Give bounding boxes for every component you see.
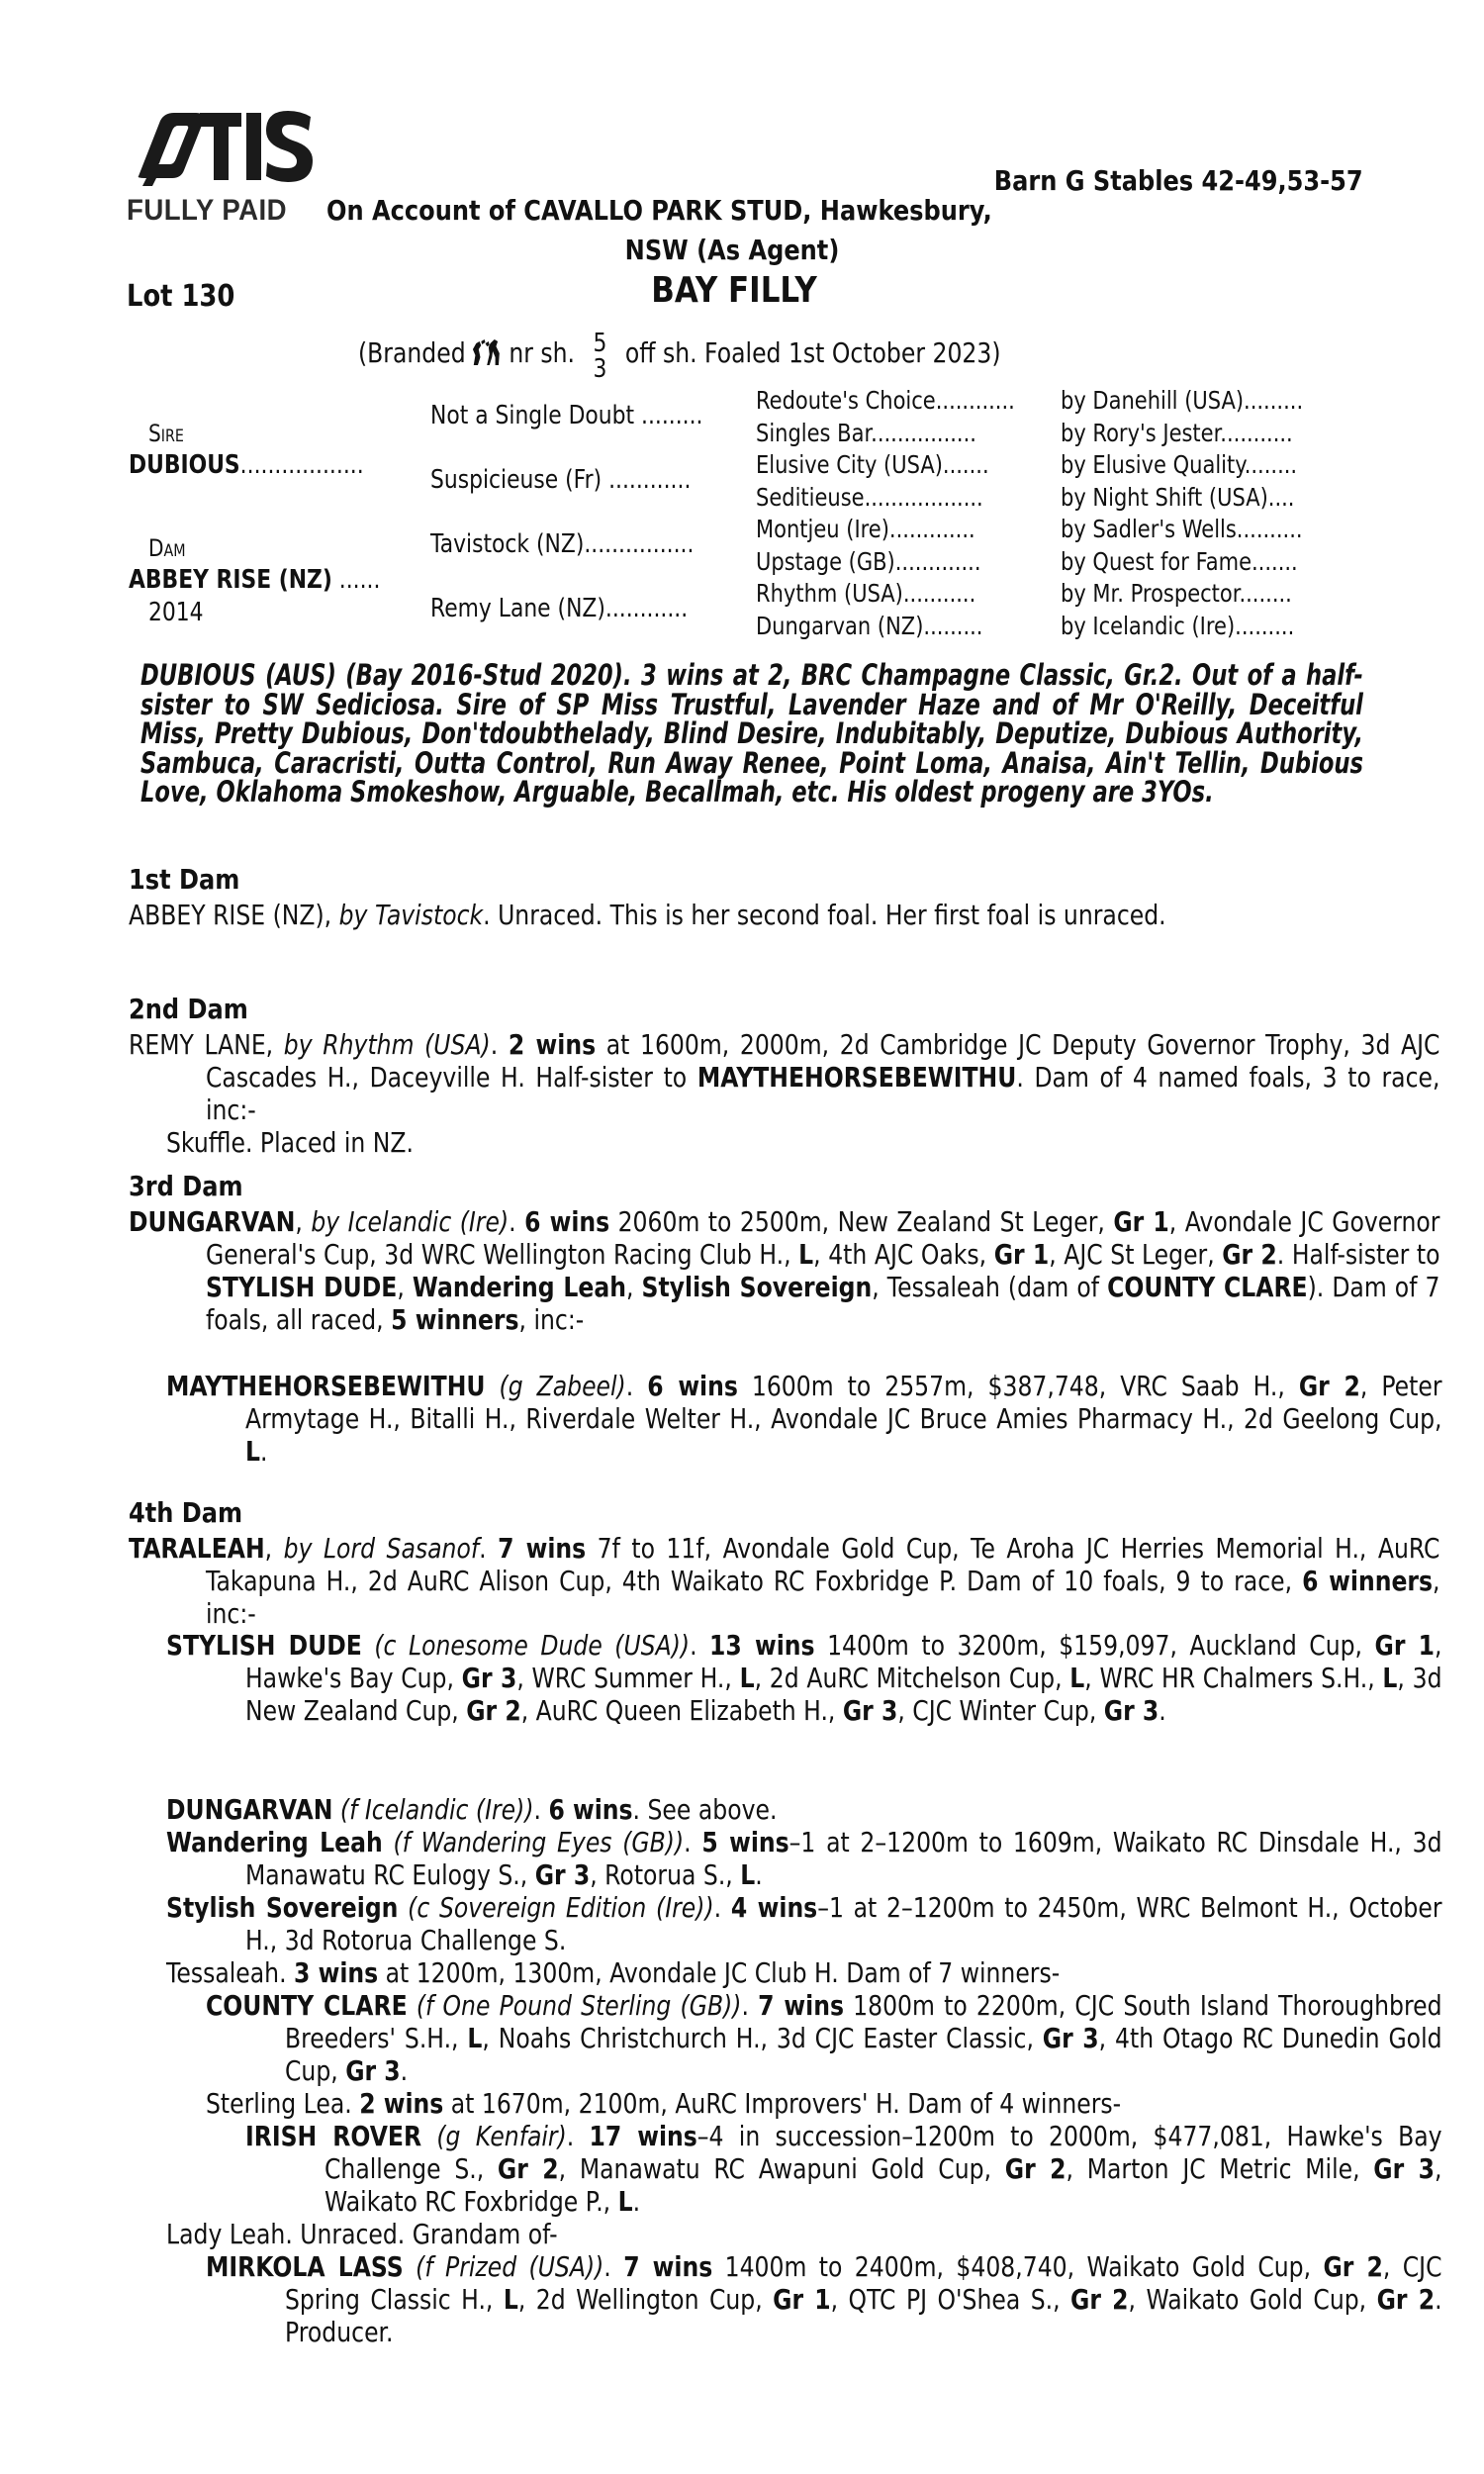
entry-text <box>166 1629 1442 1727</box>
brand-number-top: 5 <box>593 329 607 358</box>
bold-run: Gr 3 <box>1373 2152 1436 2185</box>
text-run: . <box>755 1858 763 1891</box>
vendor-line-1: On Account of CAVALLO PARK STUD, Hawkesbury, <box>326 194 992 227</box>
entry-text <box>166 1126 1442 1159</box>
bold-run: Gr 3 <box>534 1858 591 1891</box>
entry-text <box>166 1793 1442 1826</box>
bold-run: Gr 3 <box>842 1694 898 1727</box>
bold-run: Gr 3 <box>1042 2022 1099 2054</box>
entry-text <box>166 1891 1442 1956</box>
gen3-ancestor: Seditieuse.................. <box>756 482 983 512</box>
text-run <box>362 1629 375 1662</box>
bold-run: L <box>740 1858 756 1891</box>
text-run: , inc:- <box>518 1303 585 1336</box>
text-run: , CJC Winter Cup, <box>897 1694 1104 1727</box>
progeny-entry <box>206 1989 1442 2087</box>
text-run: , Peter Armytage H., Bitalli H., Riverdale Welter H., Avondale JC Bruce Amies Pharmacy H., 2d Geelong Cup, <box>244 1370 1442 1435</box>
bold-run: 5 wins <box>701 1826 789 1858</box>
dam-name: ABBEY RISE (NZ) <box>129 565 332 595</box>
logo-q-mark <box>139 113 204 186</box>
progeny-entry <box>166 1956 1363 1989</box>
gen3-sire-name: by Icelandic (Ire) <box>1061 611 1236 640</box>
gen3-ancestor-sire: by Sadler's Wells.......... <box>1061 515 1303 543</box>
dam-label: Dam <box>148 534 186 562</box>
bold-run: COUNTY CLARE <box>1107 1271 1308 1303</box>
gen3-ancestor-name: Seditieuse <box>756 482 865 512</box>
brand-near-shoulder: nr sh. <box>509 335 576 369</box>
bold-run: Gr 2 <box>1376 2283 1436 2316</box>
italic-run: by Icelandic (Ire) <box>311 1205 510 1238</box>
barn-location: Barn G Stables 42-49,53-57 <box>994 164 1363 197</box>
dam-entry <box>129 899 1363 931</box>
text-run <box>485 1370 499 1402</box>
text-run: . Producer. <box>284 2283 1442 2348</box>
dam-heading: 2nd Dam <box>129 993 248 1025</box>
text-run: , Waikato Gold Cup, <box>1128 2283 1377 2316</box>
bold-run: Gr 1 <box>993 1238 1050 1271</box>
sire-row <box>129 450 364 480</box>
gen3-sire-name: by Mr. Prospector <box>1061 579 1240 608</box>
bold-run: Gr 2 <box>497 2152 559 2185</box>
vendor-line-2: NSW (As Agent) <box>624 234 840 266</box>
gen3-ancestor-name: Dungarvan (NZ) <box>756 611 924 640</box>
gen3-ancestor-name: Elusive City (USA) <box>756 450 943 479</box>
bold-run: MIRKOLA LASS <box>206 2250 404 2283</box>
gen3-ancestor-name: Singles Bar <box>756 418 872 447</box>
bold-run: MAYTHEHORSEBEWITHU <box>696 1061 1017 1094</box>
text-run: . Half-sister to <box>1276 1238 1440 1271</box>
italic-run: (c Sovereign Edition (Ire)) <box>408 1891 714 1924</box>
text-run: , 4th Otago RC Dunedin Gold Cup, <box>284 2022 1442 2087</box>
text-run: . <box>490 1028 509 1061</box>
text-run: 1400m to 2400m, $408,740, Waikato Gold Cup, <box>712 2250 1324 2283</box>
gen3-sire-name: by Rory's Jester <box>1061 418 1221 447</box>
bold-run: Gr 2 <box>466 1694 521 1727</box>
bold-run: MAYTHEHORSEBEWITHU <box>166 1370 486 1402</box>
gen3-sire-name: by Sadler's Wells <box>1061 515 1237 543</box>
italic-run: (c Lonesome Dude (USA)) <box>374 1629 691 1662</box>
text-run: . <box>1159 1694 1166 1727</box>
italic-run: (f Wandering Eyes (GB)) <box>393 1826 685 1858</box>
text-run: , <box>295 1205 312 1238</box>
entry-text <box>166 1826 1442 1891</box>
text-run: , Tessaleah (dam of <box>872 1271 1108 1303</box>
text-run: , Rotorua S., <box>590 1858 741 1891</box>
gen3-ancestor-name: Rhythm (USA) <box>756 579 903 608</box>
gen3-ancestor-sire: by Night Shift (USA).... <box>1061 482 1295 512</box>
bold-run: Gr 1 <box>1374 1629 1436 1662</box>
text-run: , WRC Summer H., <box>516 1662 740 1694</box>
text-run: Tessaleah. <box>166 1956 295 1989</box>
text-run: . <box>632 2185 641 2218</box>
sire-notes <box>140 658 1363 809</box>
text-run: , QTC PJ O'Shea S., <box>830 2283 1071 2316</box>
dam-heading: 1st Dam <box>129 863 240 896</box>
brand-description <box>358 327 1001 384</box>
bold-run: Gr 1 <box>1113 1205 1169 1238</box>
gen3-ancestor-name: Upstage (GB) <box>756 546 895 576</box>
gen3-ancestor: Redoute's Choice............ <box>756 386 1015 415</box>
bold-run: 5 winners <box>391 1303 519 1336</box>
text-run: . <box>603 2250 624 2283</box>
gen3-ancestor-sire: by Quest for Fame....... <box>1061 546 1298 576</box>
sire-label: Sire <box>148 420 184 447</box>
bold-run: IRISH ROVER <box>245 2120 422 2152</box>
text-run: . <box>741 1989 759 2022</box>
text-run: . <box>566 2120 590 2152</box>
progeny-entry <box>206 2250 1442 2348</box>
text-run: . <box>533 1793 549 1826</box>
text-run: . <box>625 1370 648 1402</box>
text-run: , <box>397 1271 413 1303</box>
bold-run: L <box>244 1435 260 1468</box>
dot-leader: .................. <box>239 450 364 480</box>
bold-run: 6 wins <box>548 1793 633 1826</box>
text-run: , <box>625 1271 642 1303</box>
text-run: Skuffle. Placed in NZ. <box>166 1126 414 1159</box>
progeny-entry <box>166 2218 1363 2250</box>
text-run: , Avondale JC Governor General's Cup, 3d WRC Wellington Racing Club H., <box>205 1205 1440 1271</box>
text-run: –1 at 2–1200m to 1609m, Waikato RC Dinsdale H., 3d Manawatu RC Eulogy S., <box>244 1826 1442 1891</box>
dam-entry <box>129 1205 1440 1336</box>
bold-run: 6 winners <box>1302 1565 1434 1597</box>
bold-run: Gr 3 <box>345 2054 401 2087</box>
progeny-entry <box>245 2120 1442 2218</box>
text-run: . Unraced. This is her second foal. Her first foal is unraced. <box>483 899 1166 931</box>
text-run: 1400m to 3200m, $159,097, Auckland Cup, <box>814 1629 1375 1662</box>
entry-text <box>166 2218 1442 2250</box>
text-run: , 4th AJC Oaks, <box>813 1238 994 1271</box>
otis-logo <box>127 107 315 186</box>
bold-run: TARALEAH <box>129 1532 265 1565</box>
fully-paid-label: FULLY PAID <box>127 194 288 227</box>
gen3-ancestor: Dungarvan (NZ)......... <box>756 611 983 640</box>
bold-run: 7 wins <box>758 1989 844 2022</box>
bold-run: Wandering Leah <box>412 1271 626 1303</box>
text-run: . Dam of 4 named foals, 3 to race, inc:- <box>205 1061 1440 1126</box>
text-run <box>383 1826 394 1858</box>
bold-run: Gr 2 <box>1298 1370 1360 1402</box>
bold-run: Gr 2 <box>1323 2250 1383 2283</box>
entry-text <box>129 1205 1439 1336</box>
entry-text <box>206 2087 1442 2120</box>
progeny-entry <box>166 1793 1363 1826</box>
text-run: , 3d New Zealand Cup, <box>244 1662 1442 1727</box>
gen3-ancestor-sire: by Danehill (USA)......... <box>1061 386 1304 415</box>
gen2-sire-dam: Suspicieuse (Fr) ............ <box>430 465 692 495</box>
text-run: . <box>713 1891 731 1924</box>
text-run: Lady Leah. Unraced. Grandam of- <box>166 2218 558 2250</box>
gen3-sire-name: by Elusive Quality <box>1061 450 1245 479</box>
bold-run: Gr 2 <box>1004 2152 1067 2185</box>
bold-run: L <box>1069 1662 1085 1694</box>
sire-name: DUBIOUS <box>129 450 240 480</box>
bold-run: Stylish Sovereign <box>641 1271 873 1303</box>
bold-run: 13 wins <box>709 1629 815 1662</box>
text-run: . <box>479 1532 499 1565</box>
italic-run: (g Kenfair) <box>436 2120 567 2152</box>
bold-run: L <box>467 2022 483 2054</box>
dam-foaled-year: 2014 <box>148 598 204 627</box>
brand-number-bottom: 3 <box>593 354 607 384</box>
bold-run: 3 wins <box>294 1956 379 1989</box>
bold-run: Gr 3 <box>461 1662 517 1694</box>
gen3-ancestor: Singles Bar................ <box>756 418 976 447</box>
bold-run: 6 wins <box>647 1370 738 1402</box>
text-run: , Marton JC Metric Mile, <box>1066 2152 1374 2185</box>
gen3-ancestor-name: Redoute's Choice <box>756 386 936 415</box>
gen3-ancestor: Upstage (GB)............. <box>756 546 981 576</box>
lot-number: Lot 130 <box>127 279 235 314</box>
entry-text <box>129 899 1439 931</box>
progeny-entry <box>206 2087 1363 2120</box>
text-run: 7f to 11f, Avondale Gold Cup, Te Aroha JC Herries Memorial H., AuRC Takapuna H., 2d AuRC Alison Cup, 4th Waikato RC Foxbridge P. Dam of 10 foals, 9 to race, <box>205 1532 1440 1597</box>
text-run: . <box>400 2054 409 2087</box>
bold-run: Stylish Sovereign <box>166 1891 399 1924</box>
gen3-ancestor-sire: by Elusive Quality........ <box>1061 450 1298 479</box>
text-run: –1 at 2–1200m to 2450m, WRC Belmont H., October H., 3d Rotorua Challenge S. <box>244 1891 1442 1956</box>
entry-text <box>166 1956 1442 1989</box>
text-run: . <box>684 1826 702 1858</box>
progeny-entry <box>166 1629 1442 1727</box>
text-run: 2060m to 2500m, New Zealand St Leger, <box>609 1205 1114 1238</box>
text-run: . <box>509 1205 525 1238</box>
bold-run: L <box>617 2185 633 2218</box>
brand-suffix: off sh. Foaled 1st October 2023) <box>624 335 1001 369</box>
text-run: 1600m to 2557m, $387,748, VRC Saab H., <box>737 1370 1299 1402</box>
bold-run: 17 wins <box>589 2120 697 2152</box>
text-run: , AJC St Leger, <box>1049 1238 1223 1271</box>
entry-text <box>245 2120 1442 2218</box>
dam-entry <box>129 1532 1440 1630</box>
text-run: , CJC Spring Classic H., <box>284 2250 1442 2316</box>
gen3-sire-name: by Night Shift (USA) <box>1061 482 1268 512</box>
italic-run: (f One Pound Sterling (GB)) <box>416 1989 742 2022</box>
bold-run: Wandering Leah <box>166 1826 383 1858</box>
gen3-ancestor: Montjeu (Ire)............. <box>756 515 975 543</box>
text-run: , inc:- <box>205 1565 1440 1630</box>
entry-text <box>129 1028 1439 1126</box>
bold-run: 7 wins <box>623 2250 713 2283</box>
progeny-entry <box>166 1126 1363 1159</box>
entry-text <box>129 1532 1439 1630</box>
text-run: Sterling Lea. <box>206 2087 360 2120</box>
text-run: . See above. <box>632 1793 778 1826</box>
text-run <box>398 1891 408 1924</box>
gen3-ancestor-sire: by Mr. Prospector........ <box>1061 579 1292 608</box>
italic-run: (f Prized (USA)) <box>416 2250 604 2283</box>
italic-run: by Rhythm (USA) <box>283 1028 491 1061</box>
gen2-dam-sire: Tavistock (NZ)................ <box>430 529 695 559</box>
italic-run: (f Icelandic (Ire)) <box>339 1793 534 1826</box>
bold-run: L <box>503 2283 518 2316</box>
text-run: . <box>259 1435 268 1468</box>
bold-run: Gr 2 <box>1222 1238 1277 1271</box>
gen3-ancestor: Elusive City (USA)....... <box>756 450 989 479</box>
bold-run: STYLISH DUDE <box>166 1629 362 1662</box>
italic-run: by Lord Sasanof <box>283 1532 480 1565</box>
brand-number-fraction <box>593 331 606 382</box>
text-run: , 2d AuRC Mitchelson Cup, <box>754 1662 1070 1694</box>
sire-notes-text: DUBIOUS (AUS) (Bay 2016-Stud 2020). 3 wins at 2, BRC Champagne Classic, Gr.2. Out of a half-sister to SW Sediciosa. Sire of SP Miss Trustful, Lavender Haze and of Mr O'Reilly, Deceitful Miss, Pretty Dubious, Don'tdoubthelady, Blind Desire, Indubitably, Deputize, Dubious Authority, Sambuca, Caracristi, Outta Control, Run Away Renee, Point Loma, Anaisa, Ain't Tellin, Dubious Love, Oklahoma Smokeshow, Arguable, Becallmah, etc. His oldest progeny are 3YOs. <box>140 658 1363 809</box>
text-run: –4 in succession–1200m to 2000m, $477,081, Hawke's Bay Challenge S., <box>324 2120 1442 2185</box>
text-run: , Waikato RC Foxbridge P., <box>324 2152 1442 2218</box>
logo-i <box>246 113 261 180</box>
text-run: REMY LANE, <box>129 1028 284 1061</box>
brand-prefix: (Branded <box>358 335 466 369</box>
text-run: at 1600m, 2000m, 2d Cambridge JC Deputy Governor Trophy, 3d AJC Cascades H., Daceyville H. Half-sister to <box>205 1028 1440 1094</box>
bold-run: 6 wins <box>524 1205 610 1238</box>
gen3-ancestor-sire: by Icelandic (Ire)......... <box>1061 611 1295 640</box>
text-run: , WRC HR Chalmers S.H., <box>1084 1662 1383 1694</box>
gen3-sire-name: by Quest for Fame <box>1061 546 1252 576</box>
text-run <box>404 2250 416 2283</box>
brand-horse-icon <box>471 337 505 367</box>
text-run: 1800m to 2200m, CJC South Island Thoroughbred Breeders' S.H., <box>284 1989 1442 2054</box>
italic-run: (g Zabeel) <box>499 1370 626 1402</box>
bold-run: STYLISH DUDE <box>205 1271 398 1303</box>
text-run: , Manawatu RC Awapuni Gold Cup, <box>558 2152 1005 2185</box>
bold-run: 4 wins <box>730 1891 818 1924</box>
text-run <box>421 2120 436 2152</box>
text-run: , Noahs Christchurch H., 3d CJC Easter Classic, <box>482 2022 1043 2054</box>
bold-run: 7 wins <box>498 1532 587 1565</box>
dam-heading: 3rd Dam <box>129 1170 243 1202</box>
bold-run: Gr 2 <box>1070 2283 1129 2316</box>
italic-run: by Tavistock <box>338 899 484 931</box>
text-run: , Hawke's Bay Cup, <box>244 1629 1442 1694</box>
dam-entry <box>129 1028 1440 1126</box>
bold-run: COUNTY CLARE <box>206 1989 408 2022</box>
dam-heading: 4th Dam <box>129 1496 243 1529</box>
dam-row <box>129 565 380 595</box>
gen3-ancestor-sire: by Rory's Jester........... <box>1061 418 1293 447</box>
entry-text <box>206 1989 1442 2087</box>
bold-run: L <box>739 1662 755 1694</box>
progeny-entry <box>166 1826 1442 1891</box>
gen2-dam-dam: Remy Lane (NZ)............ <box>430 594 689 623</box>
text-run: ABBEY RISE (NZ), <box>129 899 339 931</box>
progeny-entry <box>166 1370 1442 1468</box>
dot-leader: ...... <box>331 565 381 595</box>
bold-run: L <box>1382 1662 1398 1694</box>
bold-run: Gr 1 <box>773 2283 831 2316</box>
bold-run: 2 wins <box>359 2087 444 2120</box>
lot-title: BAY FILLY <box>651 270 817 311</box>
text-run: , 2d Wellington Cup, <box>517 2283 774 2316</box>
text-run: . <box>690 1629 710 1662</box>
gen3-ancestor-name: Montjeu (Ire) <box>756 515 889 543</box>
bold-run: DUNGARVAN <box>166 1793 333 1826</box>
progeny-entry <box>166 1891 1442 1956</box>
logo-s <box>266 111 313 182</box>
bold-run: DUNGARVAN <box>129 1205 296 1238</box>
bold-run: Gr 3 <box>1103 1694 1159 1727</box>
bold-run: 2 wins <box>508 1028 597 1061</box>
text-run: at 1200m, 1300m, Avondale JC Club H. Dam of 7 winners- <box>378 1956 1061 1989</box>
gen3-sire-name: by Danehill (USA) <box>1061 386 1245 415</box>
gen3-ancestor: Rhythm (USA)........... <box>756 579 976 608</box>
entry-text <box>206 2250 1442 2348</box>
text-run <box>408 1989 417 2022</box>
bold-run: L <box>798 1238 814 1271</box>
text-run: , <box>264 1532 284 1565</box>
gen2-sire-sire: Not a Single Doubt ......... <box>430 401 703 430</box>
text-run: ). Dam of 7 foals, all raced, <box>205 1271 1440 1336</box>
text-run: , AuRC Queen Elizabeth H., <box>520 1694 843 1727</box>
text-run: at 1670m, 2100m, AuRC Improvers' H. Dam of 4 winners- <box>443 2087 1122 2120</box>
entry-text <box>166 1370 1442 1468</box>
